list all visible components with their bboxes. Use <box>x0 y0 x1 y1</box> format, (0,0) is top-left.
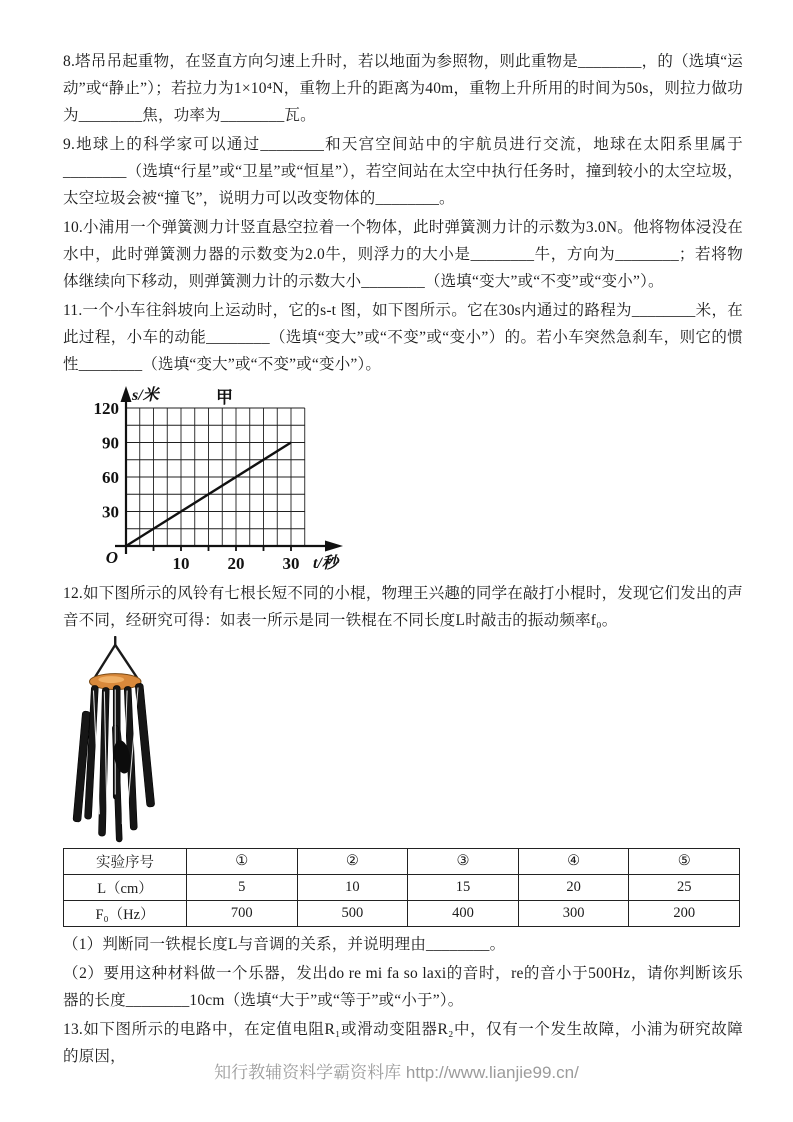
question-10: 10.小浦用一个弹簧测力计竖直悬空拉着一个物体，此时弹簧测力计的示数为3.0N。他将物体浸没在水中，此时弹簧测力器的示数变为2.0牛，则浮力的大小是________牛，方向为________；若将物体继续向下移动，则弹簧测力计的示数大小________（选填“变大”或“不变”或“变小”）。 <box>63 219 743 290</box>
table-cell: 400 <box>408 901 519 927</box>
y-tick-120: 120 <box>93 399 119 418</box>
question-12-sub-2: （2）要用这种材料做一个乐器，发出do re mi fa so laxi的音时，re的音小于500Hz，请你判断该乐器的长度________10cm（选填“大于”或“等于”或“小于”）。 <box>63 965 743 1009</box>
row-label: F₀（Hz） <box>64 901 187 927</box>
table-cell: 25 <box>629 875 740 901</box>
footer-watermark: 知行教辅资料学霸资料库 http://www.lianjie99.cn/ <box>214 1063 579 1082</box>
table-header-cell: 实验序号 <box>64 849 187 875</box>
table-cell: 10 <box>297 875 408 901</box>
table-header-row <box>64 849 740 875</box>
frequency-table <box>63 848 740 927</box>
table-cell: 300 <box>518 901 629 927</box>
x-tick-10: 10 <box>172 554 190 573</box>
chime-tubes <box>73 683 155 842</box>
table-cell: 500 <box>297 901 408 927</box>
y-tick-90: 90 <box>102 433 119 453</box>
st-graph <box>71 384 351 576</box>
table-cell: 15 <box>408 875 519 901</box>
table-row-length <box>64 875 740 901</box>
x-axis-label: t/秒 <box>313 555 338 572</box>
y-tick-30: 30 <box>102 502 119 522</box>
table-header-cell: ② <box>297 849 408 875</box>
table-header-cell: ④ <box>518 849 629 875</box>
row-label: L（cm） <box>64 875 187 901</box>
st-graph-figure <box>71 384 743 576</box>
question-12: 12.如下图所示的风铃有七根长短不同的小棍，物理王兴趣的同学在敲打小棍时，发现它们发出的声音不同，经研究可得：如表一所示是同一铁棍在不同长度L时敲击的振动频率f₀。 <box>63 585 743 629</box>
table-header-cell: ① <box>187 849 298 875</box>
table-row-frequency <box>64 901 740 927</box>
table-cell: 700 <box>187 901 298 927</box>
table-cell: 5 <box>187 875 298 901</box>
wind-chime-image <box>65 636 215 846</box>
x-axis-arrow-icon <box>325 541 343 552</box>
table-cell: 200 <box>629 901 740 927</box>
graph-title: 甲 <box>216 388 233 407</box>
table-header-cell: ⑤ <box>629 849 740 875</box>
grid-lines <box>126 408 305 546</box>
question-11: 11.一个小车往斜坡向上运动时，它的s-t 图，如下图所示。它在30s内通过的路程为________米，在此过程，小车的动能________（选填“变大”或“不变”或“变小”）的。若小车突然急刹车，则它的惯性________（选填“变大”或“不变”或“变小”）。 <box>63 302 743 373</box>
y-axis-arrow-icon <box>121 386 132 402</box>
y-axis-label: s/米 <box>132 387 159 404</box>
y-tick-60: 60 <box>102 468 119 487</box>
chime-tube <box>98 687 109 836</box>
origin-label: O <box>105 548 118 567</box>
right-string <box>115 645 137 678</box>
table-header-cell: ③ <box>408 849 519 875</box>
question-9: 9.地球上的科学家可以通过________和天宫空间站中的宇航员进行交流，地球在太阳系里属于________（选填“行星”或“卫星”或“恒星”），若空间站在太空中执行任务时，撞到较小的太空垃圾，太空垃圾会被“撞飞”，说明力可以改变物体的________。 <box>63 136 743 207</box>
x-tick-20: 20 <box>227 554 245 573</box>
question-8: 8.塔吊吊起重物，在竖直方向匀速上升时，若以地面为参照物，则此重物是________，的（选填“运动”或“静止”）；若拉力为1×10⁴N，重物上升的距离为40m，重物上升所用的时间为50s，则拉力做功为________焦，功率为________瓦。 <box>63 53 743 124</box>
x-tick-30: 30 <box>282 554 300 573</box>
table-cell: 20 <box>518 875 629 901</box>
question-13: 13.如下图所示的电路中，在定值电阻R₁或滑动变阻器R₂中，仅有一个发生故障，小浦为研究故障的原因， <box>63 1021 743 1065</box>
chime-cap-highlight <box>98 676 124 683</box>
wind-chime-figure <box>65 636 743 846</box>
chime-tube <box>135 683 155 807</box>
question-12-sub-1: （1）判断同一铁棍长度L与音调的关系，并说明理由________。 <box>63 936 506 953</box>
